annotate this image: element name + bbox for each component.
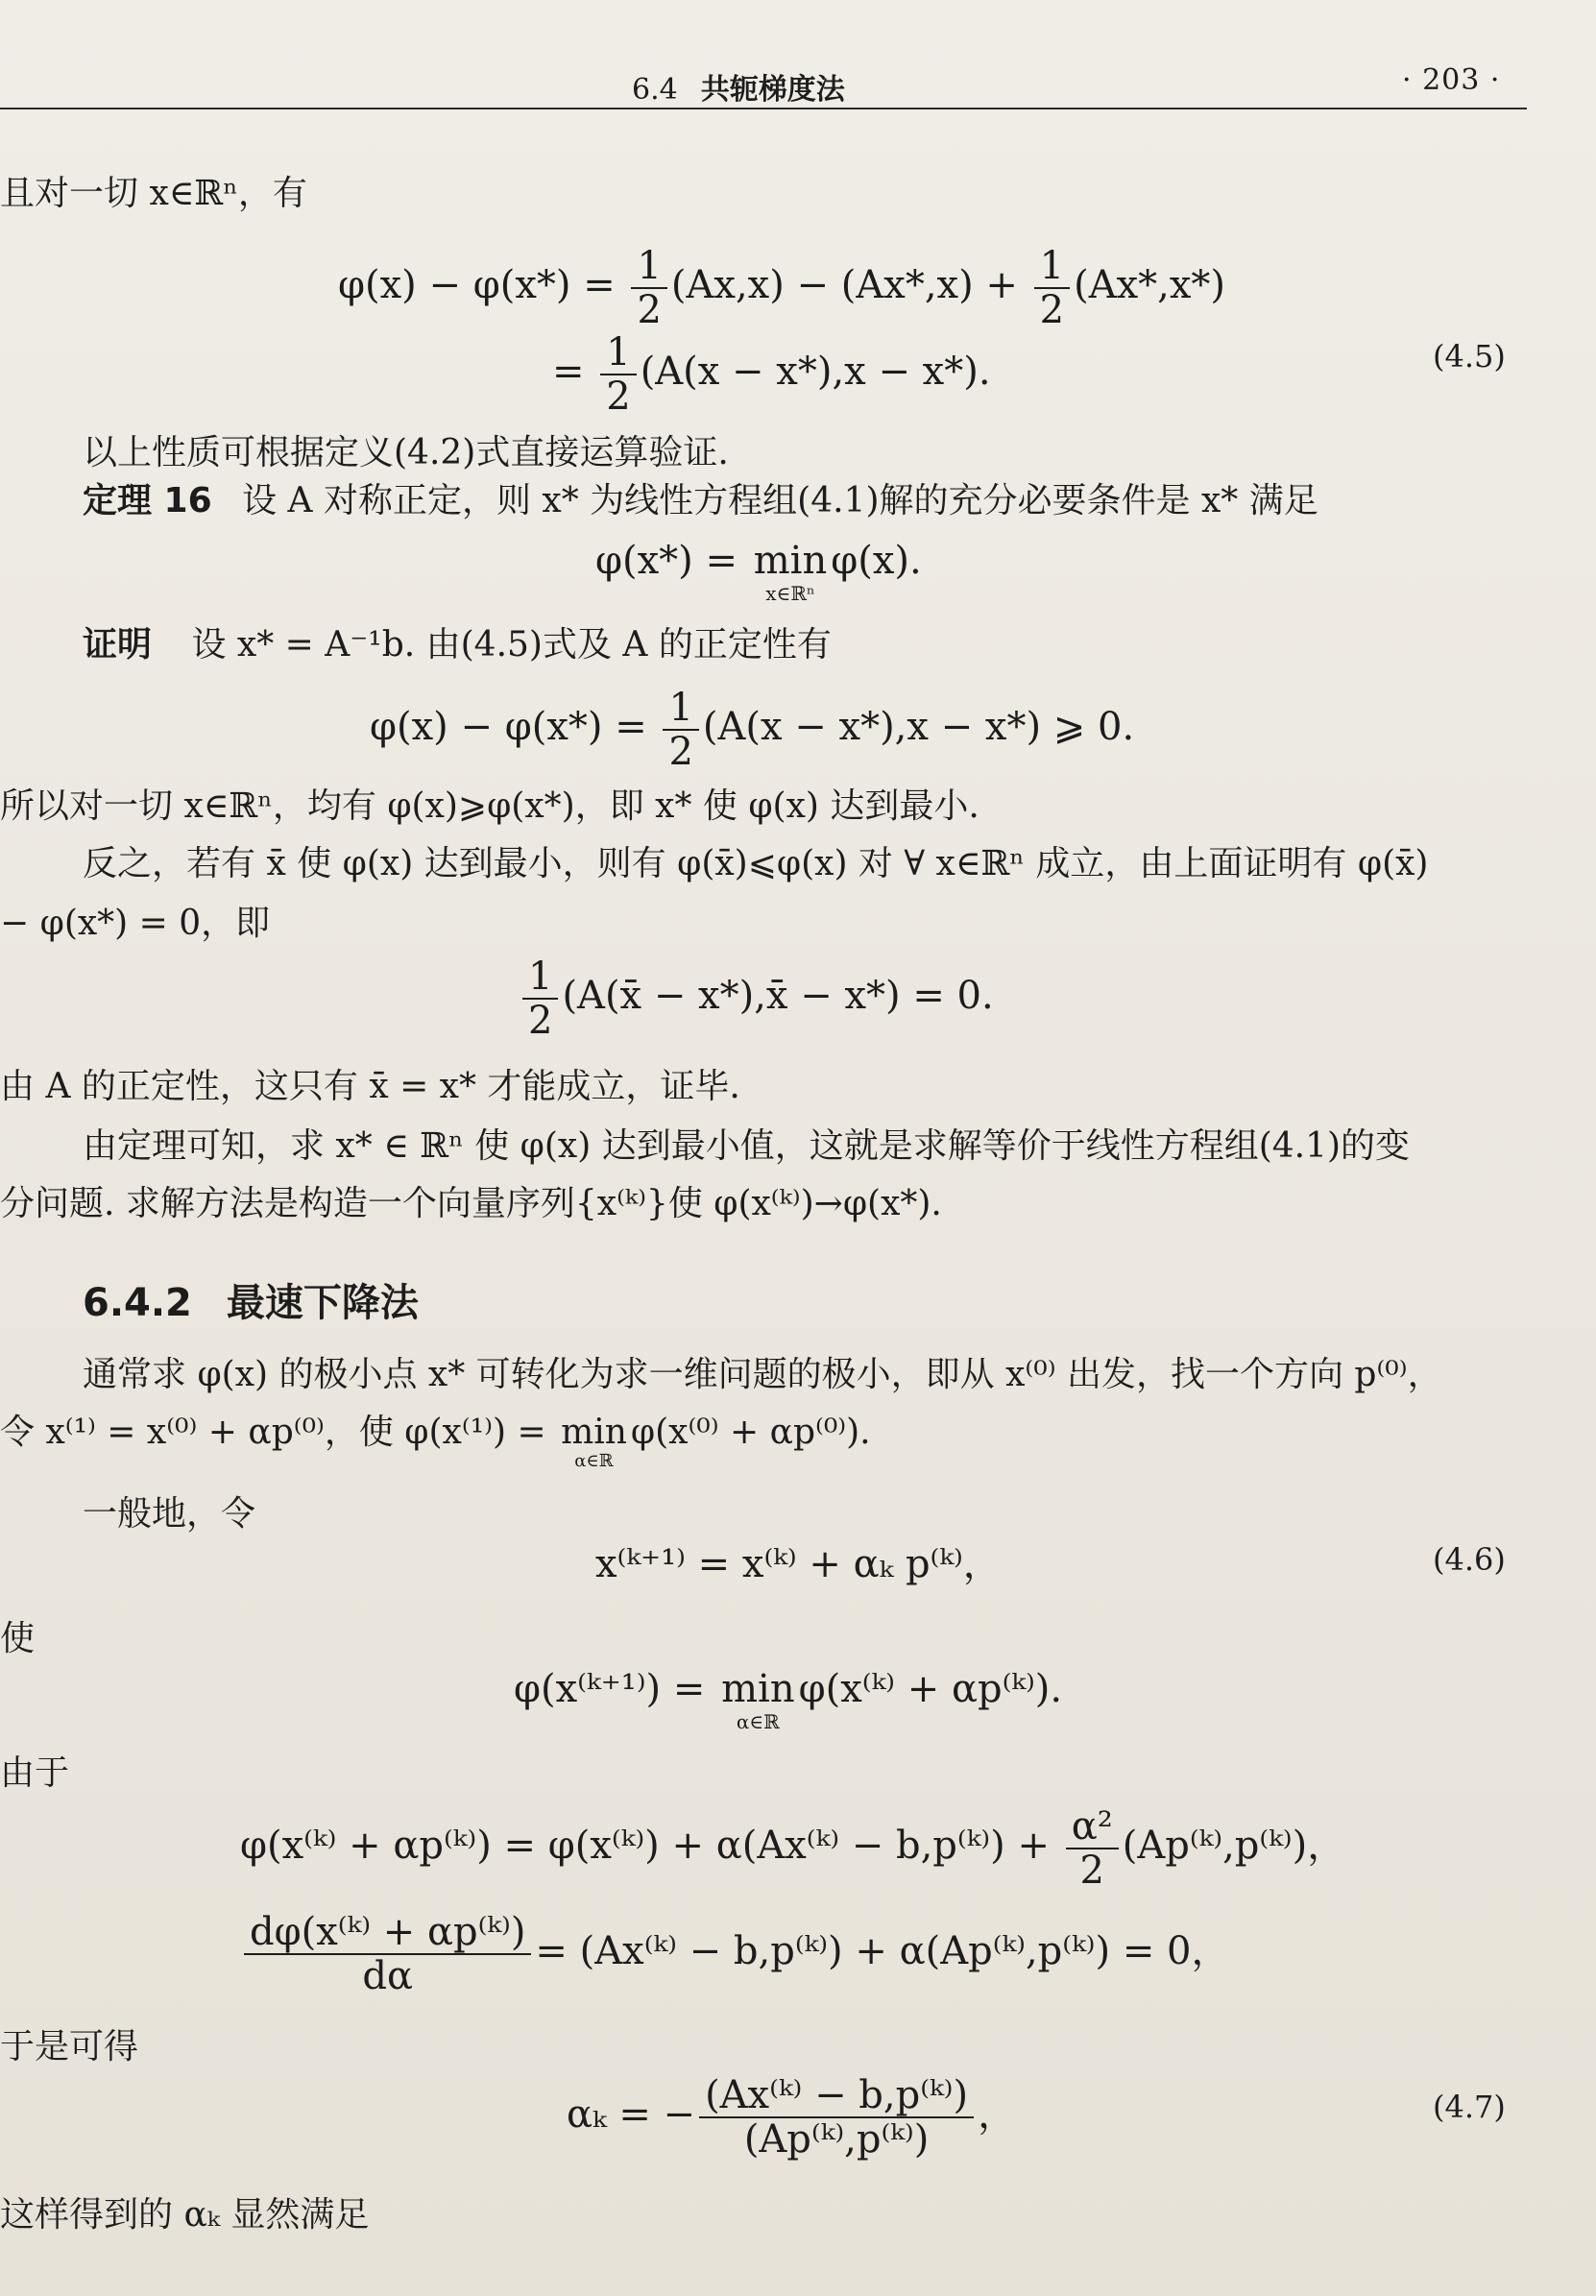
header-section: 6.4 共轭梯度法 [632, 73, 845, 107]
section-heading: 6.4.2 最速下降法 [83, 1281, 419, 1325]
eq-4-7: αₖ = − $\frac{\text{(Ax⁽ᵏ⁾ − b,p⁽ᵏ⁾)}}{\text{(Ap⁽ᵏ⁾,p⁽ᵏ⁾)}}$ ， [567, 2073, 1017, 2162]
eq-number-4-5: (4.5) [1433, 338, 1506, 375]
theorem-equation: φ(x*) = min x∈ℝⁿ φ(x). [595, 539, 922, 605]
running-header [0, 50, 1527, 109]
variational-line2: 分问题. 求解方法是构造一个向量序列{x⁽ᵏ⁾}使 φ(x⁽ᵏ⁾)→φ(x*). [0, 1184, 942, 1223]
proof-equation-2: $\frac{1}{2}$ (A(x̄ − x*),x̄ − x*) = 0. [519, 955, 994, 1042]
variational-line1: 由定理可知，求 x* ∈ ℝⁿ 使 φ(x) 达到最小值，这就是求解等价于线性方程组(4.1)的变 [83, 1126, 1411, 1166]
sd-line2: 令 x⁽¹⁾ = x⁽⁰⁾ + αp⁽⁰⁾，使 φ(x⁽¹⁾) = min α∈ℝ φ(x⁽⁰⁾ + αp⁽⁰⁾). [0, 1413, 871, 1472]
eq-number-4-6: (4.6) [1433, 1541, 1506, 1578]
sd-derivative: $\frac{\text{dφ(x⁽ᵏ⁾ + αp⁽ᵏ⁾)}}{d\alpha}$ = (Ax⁽ᵏ⁾ − b,p⁽ᵏ⁾) + α(Ap⁽ᵏ⁾,p⁽ᵏ⁾) = 0， [240, 1911, 1230, 1997]
eq-4-6: x⁽ᵏ⁺¹⁾ = x⁽ᵏ⁾ + αₖ p⁽ᵏ⁾， [595, 1542, 1002, 1586]
eq-4-5-line1: φ(x) − φ(x*) = $\frac{1}{2}$ (Ax,x) − (Ax*,x) + $\frac{1}{2}$ (Ax*,x*) [338, 244, 1226, 332]
sd-general: 一般地，令 [83, 1494, 256, 1534]
sd-yushi: 于是可得 [0, 2027, 139, 2066]
proof-converse-line1: 反之，若有 x̄ 使 φ(x) 达到最小，则有 φ(x̄)⩽φ(x) 对 ∀ x∈ℝⁿ 成立，由上面证明有 φ(x̄) [83, 844, 1429, 883]
sd-youyu: 由于 [0, 1753, 70, 1793]
sd-min-equation: φ(x⁽ᵏ⁺¹⁾) = min α∈ℝ φ(x⁽ᵏ⁾ + αp⁽ᵏ⁾). [514, 1667, 1063, 1733]
proof-line: 证明 设 x* = A⁻¹b. 由(4.5)式及 A 的正定性有 [83, 625, 832, 665]
proof-all-line: 所以对一切 x∈ℝⁿ，均有 φ(x)⩾φ(x*)，即 x* 使 φ(x) 达到最小. [0, 786, 979, 826]
page-number: · 203 · [1402, 63, 1501, 97]
intro-line: 且对一切 x∈ℝⁿ，有 [0, 174, 307, 213]
sd-last-line: 这样得到的 αₖ 显然满足 [0, 2195, 370, 2235]
verify-line: 以上性质可根据定义(4.2)式直接运算验证. [83, 433, 729, 472]
eq-4-5-line2: = $\frac{1}{2}$ (A(x − x*),x − x*). [552, 330, 991, 419]
theorem-16: 定理 16 设 A 对称正定，则 x* 为线性方程组(4.1)解的充分必要条件是 x* 满足 [83, 481, 1318, 520]
proof-equation: φ(x) − φ(x*) = $\frac{1}{2}$ (A(x − x*),x − x*) ⩾ 0. [370, 686, 1135, 774]
eq-number-4-7: (4.7) [1433, 2089, 1506, 2125]
sd-shi: 使 [0, 1619, 36, 1658]
proof-end-line: 由 A 的正定性，这只有 x̄ = x* 才能成立，证毕. [0, 1067, 740, 1106]
sd-line1: 通常求 φ(x) 的极小点 x* 可转化为求一维问题的极小，即从 x⁽⁰⁾ 出发，找一个方向 p⁽⁰⁾， [83, 1355, 1442, 1394]
proof-converse-line2: − φ(x*) = 0，即 [0, 904, 271, 943]
sd-expansion: φ(x⁽ᵏ⁾ + αp⁽ᵏ⁾) = φ(x⁽ᵏ⁾) + α(Ax⁽ᵏ⁾ − b,p⁽ᵏ⁾) + $\frac{\text{α²}}{2}$ (Ap⁽ᵏ⁾,p⁽ᵏ⁾)， [240, 1804, 1346, 1893]
